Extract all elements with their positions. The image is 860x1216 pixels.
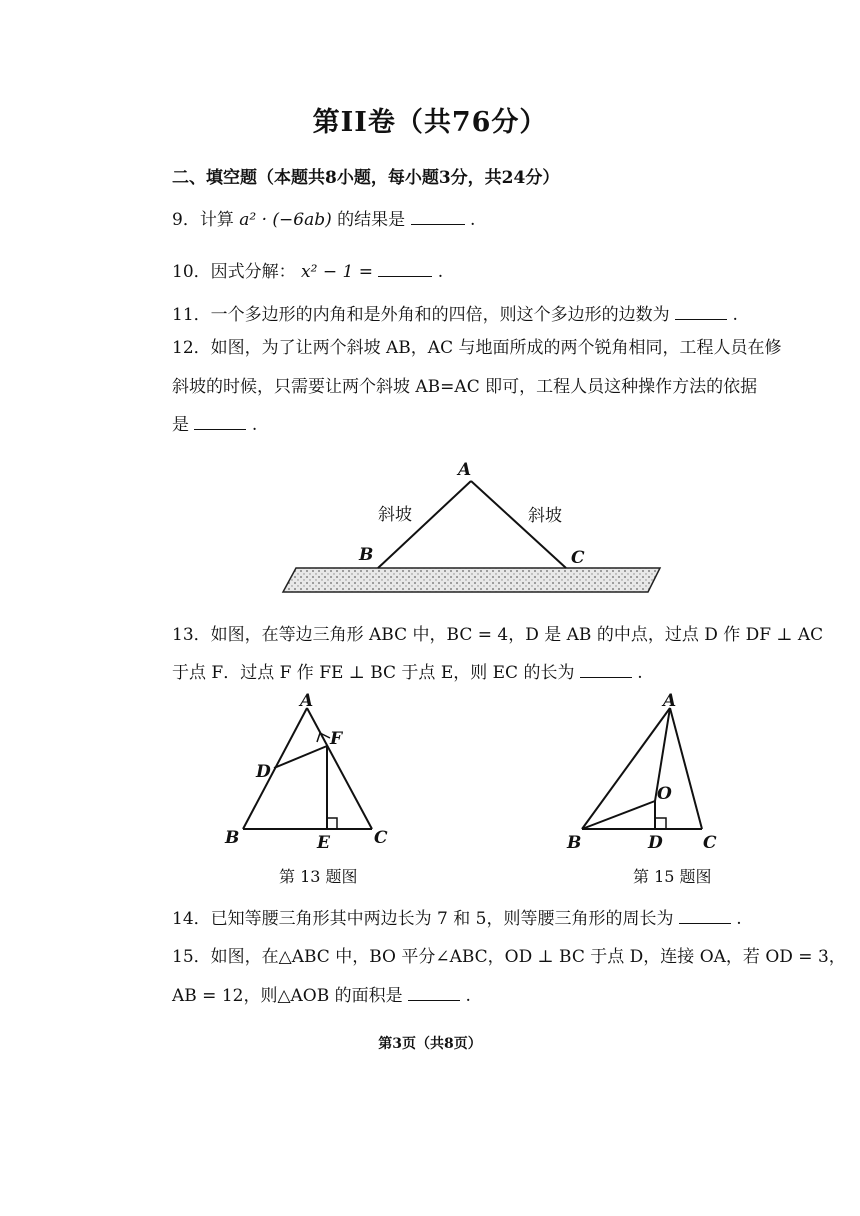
q15-label-a: A <box>663 691 677 711</box>
q14-answer-blank[interactable] <box>679 908 731 924</box>
q10-answer-blank[interactable] <box>378 261 432 277</box>
q13-label-e: E <box>317 833 330 850</box>
page-title: 第II卷（共76分） <box>312 107 548 138</box>
q13-line-1: 13．如图，在等边三角形 ABC 中，BC = 4，D 是 AB 的中点，过点 D 作 DF ⊥ AC <box>172 625 824 645</box>
side-ac <box>670 708 702 829</box>
right-angle-d <box>655 818 666 829</box>
question-10 <box>172 257 443 282</box>
label-b: B <box>359 545 374 565</box>
question-9 <box>172 205 475 230</box>
q12-end: . <box>251 415 258 435</box>
q14-text: 14．已知等腰三角形其中两边长为 7 和 5，则等腰三角形的周长为 <box>172 909 674 929</box>
q9-answer-blank[interactable] <box>411 209 465 225</box>
q15-label-o: O <box>657 784 672 804</box>
page-footer: 第3页（共8页） <box>378 1036 482 1052</box>
q9-suffix: 的结果是 <box>337 210 406 230</box>
q15-triangle-figure <box>560 688 750 858</box>
ground-strip <box>283 568 660 592</box>
q13-label-d: D <box>256 762 271 782</box>
q11-text: 11．一个多边形的内角和是外角和的四倍，则这个多边形的边数为 <box>172 305 670 325</box>
question-11 <box>172 300 738 325</box>
q12-slope-figure <box>0 455 860 605</box>
q13-answer-blank[interactable] <box>580 662 632 678</box>
q15-label-d: D <box>648 833 663 853</box>
q15-figure-caption: 第 15 题图 <box>633 867 712 886</box>
q15-answer-blank[interactable] <box>408 985 460 1001</box>
q12-line-1: 12．如图，为了让两个斜坡 AB，AC 与地面所成的两个锐角相同，工程人员在修 <box>172 338 782 358</box>
q15-line2-text: AB = 12，则△AOB 的面积是 <box>172 986 403 1006</box>
q13-label-f: F <box>330 729 343 749</box>
q14-end: . <box>736 909 742 929</box>
q13-line-2 <box>172 658 643 683</box>
q15-line-2 <box>172 981 471 1006</box>
question-14 <box>172 904 742 929</box>
q12-line-3 <box>172 410 257 435</box>
q15-end: . <box>465 986 471 1006</box>
q12-line3-text: 是 <box>172 415 189 435</box>
label-slope-left: 斜坡 <box>378 505 412 525</box>
q15-line-1: 15．如图，在△ABC 中，BO 平分∠ABC，OD ⊥ BC 于点 D，连接 OA，若 OD = 3， <box>172 947 846 967</box>
right-angle-e <box>327 818 337 829</box>
side-ab <box>582 708 670 829</box>
q9-end: . <box>469 210 476 230</box>
q10-expression: x² − 1 = <box>301 262 373 282</box>
label-a: A <box>458 460 472 480</box>
q12-answer-blank[interactable] <box>194 414 246 430</box>
side-ac <box>307 708 372 829</box>
q13-triangle-figure <box>220 690 420 850</box>
q12-line-2: 斜坡的时候，只需要让两个斜坡 AB=AC 即可，工程人员这种操作方法的依据 <box>172 377 758 397</box>
q11-end: . <box>732 305 738 325</box>
label-c: C <box>571 548 585 568</box>
q9-prefix: 9．计算 <box>172 210 234 230</box>
q13-label-b: B <box>225 828 240 848</box>
label-slope-right: 斜坡 <box>528 506 562 526</box>
q9-expression: a² · (−6ab) <box>239 210 332 230</box>
q13-label-a: A <box>300 691 314 711</box>
q15-label-b: B <box>567 833 582 853</box>
section-heading: 二、填空题（本题共8小题，每小题3分，共24分） <box>172 168 560 188</box>
q13-line2-text: 于点 F．过点 F 作 FE ⊥ BC 于点 E，则 EC 的长为 <box>172 663 575 683</box>
q11-answer-blank[interactable] <box>675 304 727 320</box>
q13-end: . <box>637 663 643 683</box>
q13-figure-caption: 第 13 题图 <box>279 867 358 886</box>
q13-label-c: C <box>374 828 388 848</box>
q10-end: . <box>437 262 444 282</box>
q10-prefix: 10．因式分解： <box>172 262 296 282</box>
q15-label-c: C <box>703 833 717 853</box>
